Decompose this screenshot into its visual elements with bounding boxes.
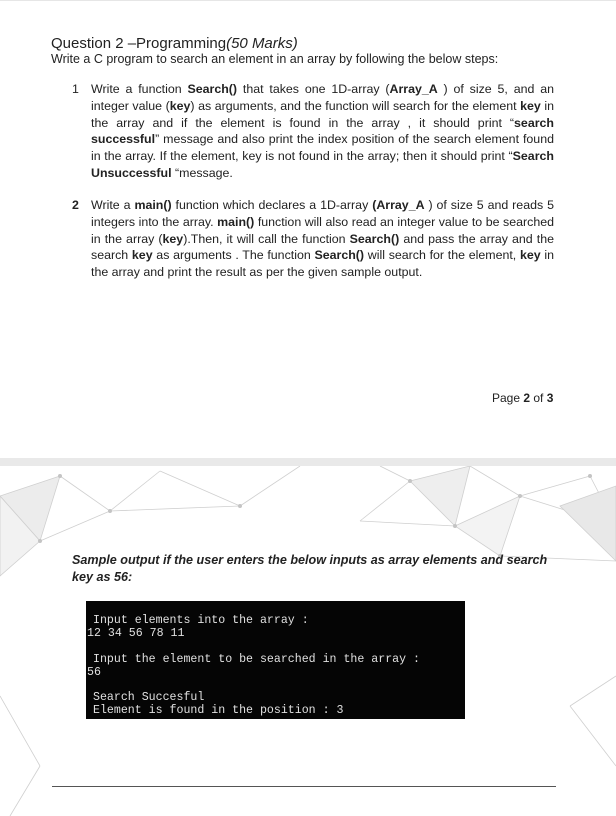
step-2-text: [91, 197, 554, 281]
step-1-segment: key: [520, 98, 541, 113]
step-1-segment: “message.: [171, 165, 233, 180]
page-prefix: Page: [492, 391, 524, 405]
step-2-segment: key: [162, 231, 184, 246]
step-1-segment: Array_A: [389, 82, 438, 96]
step-1-segment: ) of size 5, and an integer value (: [91, 82, 554, 113]
step-number-2: 2: [72, 198, 79, 212]
question-marks: (50 Marks): [226, 35, 298, 52]
step-1-segment: ” message and also print the index position of the search element found in the array. If the element, key is not found in the array; then it should print “: [91, 132, 554, 164]
console-input-elements: 12 34 56 78 11: [87, 627, 185, 640]
step-2-segment: Search(): [349, 231, 400, 246]
page-current: 2: [523, 391, 531, 405]
step-2-segment: Write a: [91, 198, 135, 212]
step-2-segment: and pass the array and the search: [91, 231, 554, 263]
step-2-segment: (Array_A: [372, 198, 425, 212]
step-1-segment: ) as arguments, and the function will search for the element: [190, 98, 521, 113]
page-separator: [0, 458, 616, 466]
step-1-segment: that takes one 1D-array (: [237, 82, 390, 96]
step-2-segment: Search(): [314, 248, 365, 263]
step-2-segment: main(): [134, 198, 172, 212]
console-result-line-2: Element is found in the position : 3: [93, 704, 344, 717]
step-1-text: [91, 81, 554, 182]
sample-output-label: Sample output if the user enters the below inputs as array elements and search key as 56:: [72, 553, 548, 584]
step-1-segment: key: [169, 98, 191, 113]
step-1-segment: Search(): [187, 82, 238, 96]
step-1-segment: Search Unsuccessful: [91, 149, 554, 180]
step-2-segment: as arguments . The function: [152, 248, 315, 263]
step-2-segment: in the array and print the result as per the given sample output.: [91, 248, 554, 280]
step-1-segment: in the array and if the element is found in the array , it should print “: [91, 98, 554, 130]
question-title-text: Question 2 –Programming: [51, 35, 227, 52]
step-2-segment: function which declares a 1D-array: [171, 198, 373, 212]
question-title: [51, 35, 298, 52]
step-1-segment: search successful: [91, 115, 554, 147]
console-prompt-search: Input the element to be searched in the array :: [93, 653, 420, 666]
page-mid: of: [530, 391, 547, 405]
step-2-segment: ) of size 5 and reads 5 integers into the array.: [91, 198, 554, 229]
question-subtitle: Write a C program to search an element in an array by following the below steps:: [51, 52, 499, 66]
console-output: [86, 601, 465, 719]
console-input-search: 56: [87, 666, 101, 679]
step-2-segment: main(): [217, 214, 255, 229]
step-2-segment: function will also read an integer value to be searched in the array (: [91, 214, 554, 246]
console-prompt-elements: Input elements into the array :: [93, 614, 309, 627]
step-2-segment: key: [131, 248, 153, 263]
console-result-line-1: Search Succesful: [93, 691, 205, 704]
page-total: 3: [546, 391, 554, 405]
step-2-segment: ).Then, it will call the function: [183, 231, 350, 246]
step-2-segment: key: [519, 248, 541, 263]
step-number-1: 1: [72, 82, 79, 96]
step-2-segment: will search for the element,: [364, 248, 520, 263]
bottom-divider: [52, 786, 556, 787]
step-1-segment: Write a function: [91, 82, 188, 96]
page-number: [492, 391, 553, 405]
